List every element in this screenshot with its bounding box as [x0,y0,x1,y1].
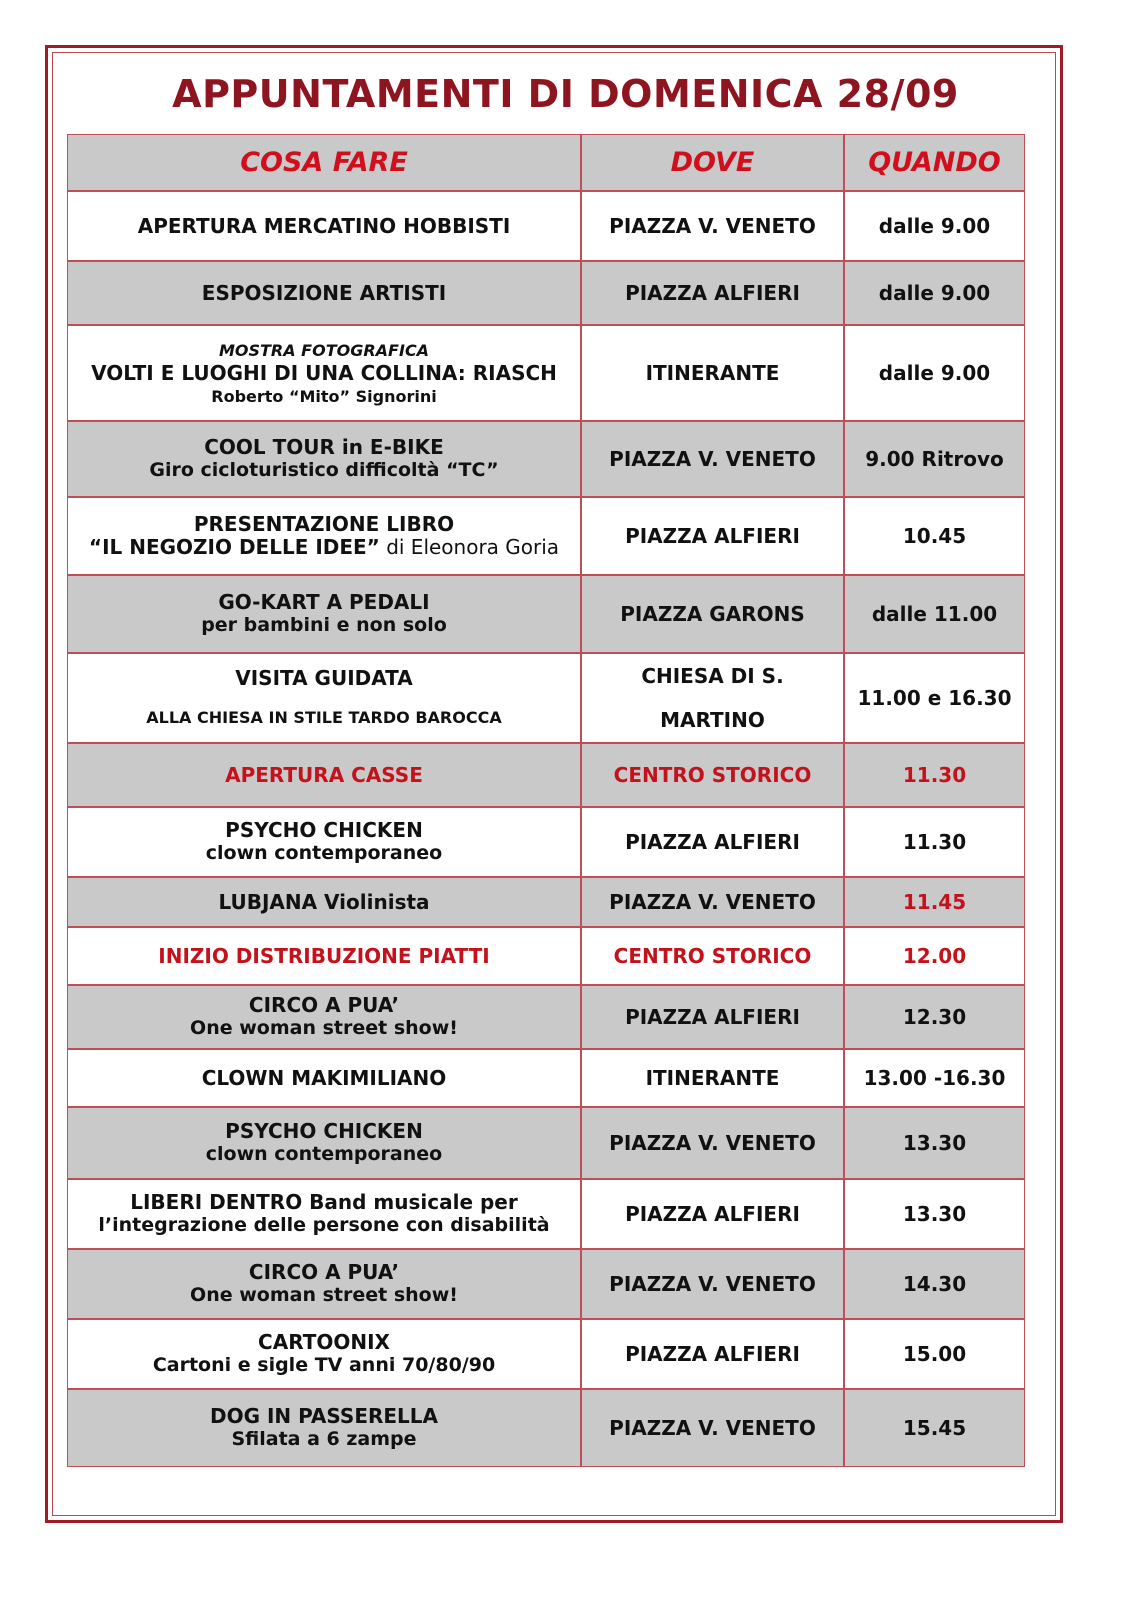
location-cell: ITINERANTE [581,325,844,421]
event-cell [67,807,581,877]
event-cell [67,1319,581,1389]
table-row [67,927,1025,985]
schedule-table [67,134,1025,1467]
book-title: “IL NEGOZIO DELLE IDEE” [88,535,380,559]
table-row [67,985,1025,1049]
location-cell: PIAZZA V. VENETO [581,421,844,497]
table-header-row [67,134,1025,191]
time-cell: dalle 9.00 [844,261,1025,325]
table-row [67,575,1025,653]
table-row [67,807,1025,877]
location-cell: PIAZZA V. VENETO [581,1389,844,1467]
location-cell: PIAZZA V. VENETO [581,1107,844,1179]
table-row [67,1389,1025,1467]
location-cell: ITINERANTE [581,1049,844,1107]
event-cell [67,325,581,421]
time-cell: dalle 11.00 [844,575,1025,653]
time-cell: 11.00 e 16.30 [844,653,1025,743]
time-cell: 13.30 [844,1179,1025,1249]
event-subtitle: Giro cicloturistico difficoltà “TC” [149,459,499,481]
table-row [67,877,1025,927]
table-row [67,325,1025,421]
table-row [67,743,1025,807]
event-title: APERTURA MERCATINO HOBBISTI [137,213,511,238]
event-cell [67,927,581,985]
time-cell: 15.00 [844,1319,1025,1389]
event-title: APERTURA CASSE [225,762,423,787]
event-cell [67,1389,581,1467]
event-subtitle: Cartoni e sigle TV anni 70/80/90 [152,1354,496,1376]
event-title: COOL TOUR in E-BIKE [204,435,444,459]
header-where: DOVE [581,134,844,191]
event-title: VISITA GUIDATA [235,666,413,690]
table-row [67,191,1025,261]
event-title: CLOWN MAKIMILIANO [201,1065,447,1090]
event-title: PSYCHO CHICKEN [225,818,423,842]
book-author: di Eleonora Goria [379,535,560,559]
location-cell: PIAZZA ALFIERI [581,261,844,325]
event-cell [67,1049,581,1107]
location-cell: CENTRO STORICO [581,743,844,807]
event-category: MOSTRA FOTOGRAFICA [218,340,430,360]
event-cell [67,497,581,575]
event-title: LIBERI DENTRO Band musicale per [130,1190,518,1214]
table-row [67,1107,1025,1179]
event-cell [67,191,581,261]
event-title: PRESENTAZIONE LIBRO [193,512,455,536]
location-cell: PIAZZA V. VENETO [581,877,844,927]
event-title: ESPOSIZIONE ARTISTI [201,280,447,305]
header-what: COSA FARE [67,134,581,191]
time-cell: 12.30 [844,985,1025,1049]
time-cell: 11.45 [844,877,1025,927]
table-row [67,1049,1025,1107]
event-title: CIRCO A PUA’ [248,1260,400,1284]
event-cell [67,877,581,927]
location-cell: PIAZZA ALFIERI [581,985,844,1049]
time-cell: 10.45 [844,497,1025,575]
time-cell: 13.00 -16.30 [844,1049,1025,1107]
event-subtitle: Sfilata a 6 zampe [231,1428,417,1450]
time-cell: 12.00 [844,927,1025,985]
event-cell [67,985,581,1049]
page-title: APPUNTAMENTI DI DOMENICA 28/09 [172,72,959,116]
event-cell [67,1107,581,1179]
event-cell [67,743,581,807]
table-row [67,1319,1025,1389]
time-cell: dalle 9.00 [844,191,1025,261]
event-cell [67,421,581,497]
event-title: CARTOONIX [258,1330,390,1354]
location-cell: PIAZZA ALFIERI [581,497,844,575]
table-row [67,421,1025,497]
time-cell: 11.30 [844,743,1025,807]
event-cell [67,261,581,325]
event-subtitle: ALLA CHIESA IN STILE TARDO BAROCCA [146,708,502,727]
event-subtitle: One woman street show! [190,1017,458,1039]
event-title: DOG IN PASSERELLA [209,1404,439,1428]
event-subtitle: clown contemporaneo [205,842,443,864]
event-cell [67,1179,581,1249]
event-cell [67,1249,581,1319]
event-title: INIZIO DISTRIBUZIONE PIATTI [158,943,490,968]
location-cell: PIAZZA ALFIERI [581,807,844,877]
time-cell: 14.30 [844,1249,1025,1319]
time-cell: 15.45 [844,1389,1025,1467]
event-cell [67,575,581,653]
table-row [67,1249,1025,1319]
table-row [67,653,1025,743]
event-title: CIRCO A PUA’ [248,993,400,1017]
table-row [67,1179,1025,1249]
location-cell: PIAZZA V. VENETO [581,191,844,261]
time-cell: 9.00 Ritrovo [844,421,1025,497]
table-row [67,261,1025,325]
location-cell: PIAZZA ALFIERI [581,1179,844,1249]
location-cell: PIAZZA ALFIERI [581,1319,844,1389]
event-subtitle: l’integrazione delle persone con disabilità [98,1214,550,1236]
table-row [67,497,1025,575]
location-cell: PIAZZA GARONS [581,575,844,653]
event-subtitle: clown contemporaneo [205,1143,443,1165]
event-subtitle: Roberto “Mito” Signorini [211,386,437,406]
location-cell: CHIESA DI S. MARTINO [581,653,844,743]
header-when: QUANDO [844,134,1025,191]
time-cell: 11.30 [844,807,1025,877]
event-subtitle: One woman street show! [190,1284,458,1306]
event-title: VOLTI E LUOGHI DI UNA COLLINA: RIASCH [91,360,557,385]
location-cell: PIAZZA V. VENETO [581,1249,844,1319]
event-subtitle: per bambini e non solo [201,614,447,636]
time-cell: dalle 9.00 [844,325,1025,421]
event-cell [67,653,581,743]
time-cell: 13.30 [844,1107,1025,1179]
event-title: LUBJANA Violinista [218,889,430,914]
event-title: PSYCHO CHICKEN [225,1119,423,1143]
event-title: GO-KART A PEDALI [218,590,430,614]
location-cell: CENTRO STORICO [581,927,844,985]
